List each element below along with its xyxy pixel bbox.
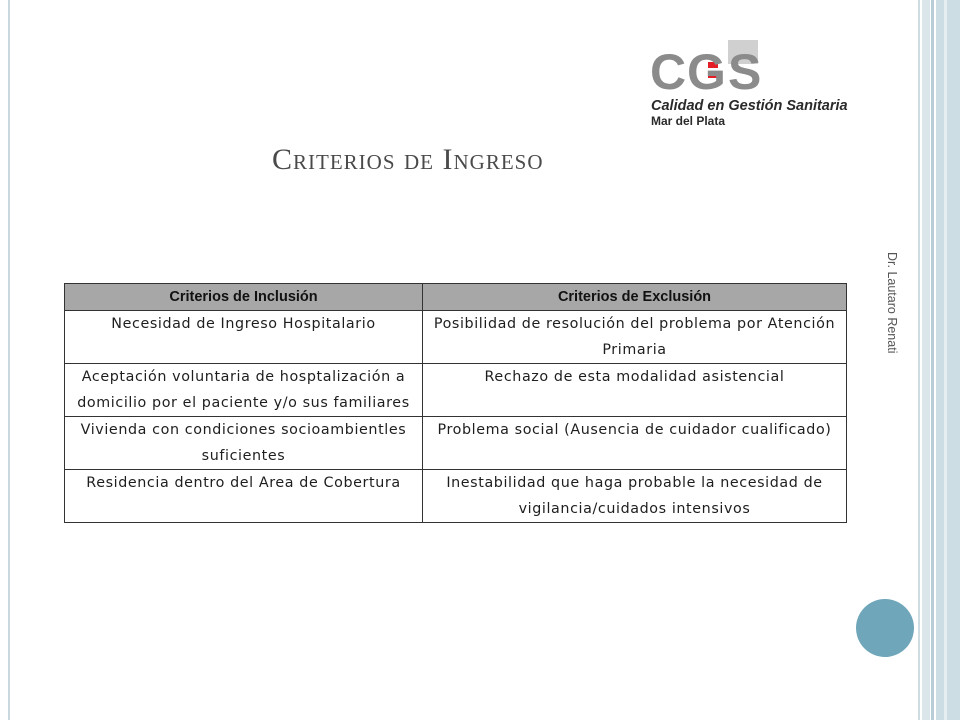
svg-text:C: C — [650, 44, 685, 100]
table-header-row — [65, 284, 847, 311]
inclusion-cell: Vivienda con condiciones socioambientles suficientes — [65, 417, 423, 470]
table-row — [65, 417, 847, 470]
exclusion-cell: Posibilidad de resolución del problema por Atención Primaria — [423, 311, 847, 364]
exclusion-cell: Inestabilidad que haga probable la necesidad de vigilancia/cuidados intensivos — [423, 470, 847, 523]
svg-text:G: G — [687, 44, 724, 100]
svg-text:S: S — [728, 44, 762, 100]
decorative-band — [936, 0, 960, 720]
inclusion-cell: Residencia dentro del Area de Cobertura — [65, 470, 423, 523]
logo-tagline: Calidad en Gestión Sanitaria — [651, 98, 848, 114]
decorative-band — [918, 0, 920, 720]
table-row — [65, 311, 847, 364]
exclusion-header: Criterios de Exclusión — [423, 284, 847, 311]
table-row — [65, 470, 847, 523]
exclusion-cell: Rechazo de esta modalidad asistencial — [423, 364, 847, 417]
table-row — [65, 364, 847, 417]
cgs-logo-mark — [648, 40, 868, 100]
decorative-band — [944, 0, 947, 720]
exclusion-cell: Problema social (Ausencia de cuidador cualificado) — [423, 417, 847, 470]
criteria-table — [64, 283, 847, 523]
left-border-line — [8, 0, 10, 720]
decorative-band — [922, 0, 930, 720]
logo-location: Mar del Plata — [651, 114, 726, 128]
slide-title: Criterios de Ingreso — [272, 143, 544, 176]
inclusion-header: Criterios de Inclusión — [65, 284, 423, 311]
decorative-circle — [856, 599, 914, 657]
decorative-band — [931, 0, 934, 720]
author-side-text: Dr. Lautaro Renati — [885, 252, 899, 354]
inclusion-cell: Aceptación voluntaria de hosptalización a domicilio por el paciente y/o sus familiares — [65, 364, 423, 417]
inclusion-cell: Necesidad de Ingreso Hospitalario — [65, 311, 423, 364]
